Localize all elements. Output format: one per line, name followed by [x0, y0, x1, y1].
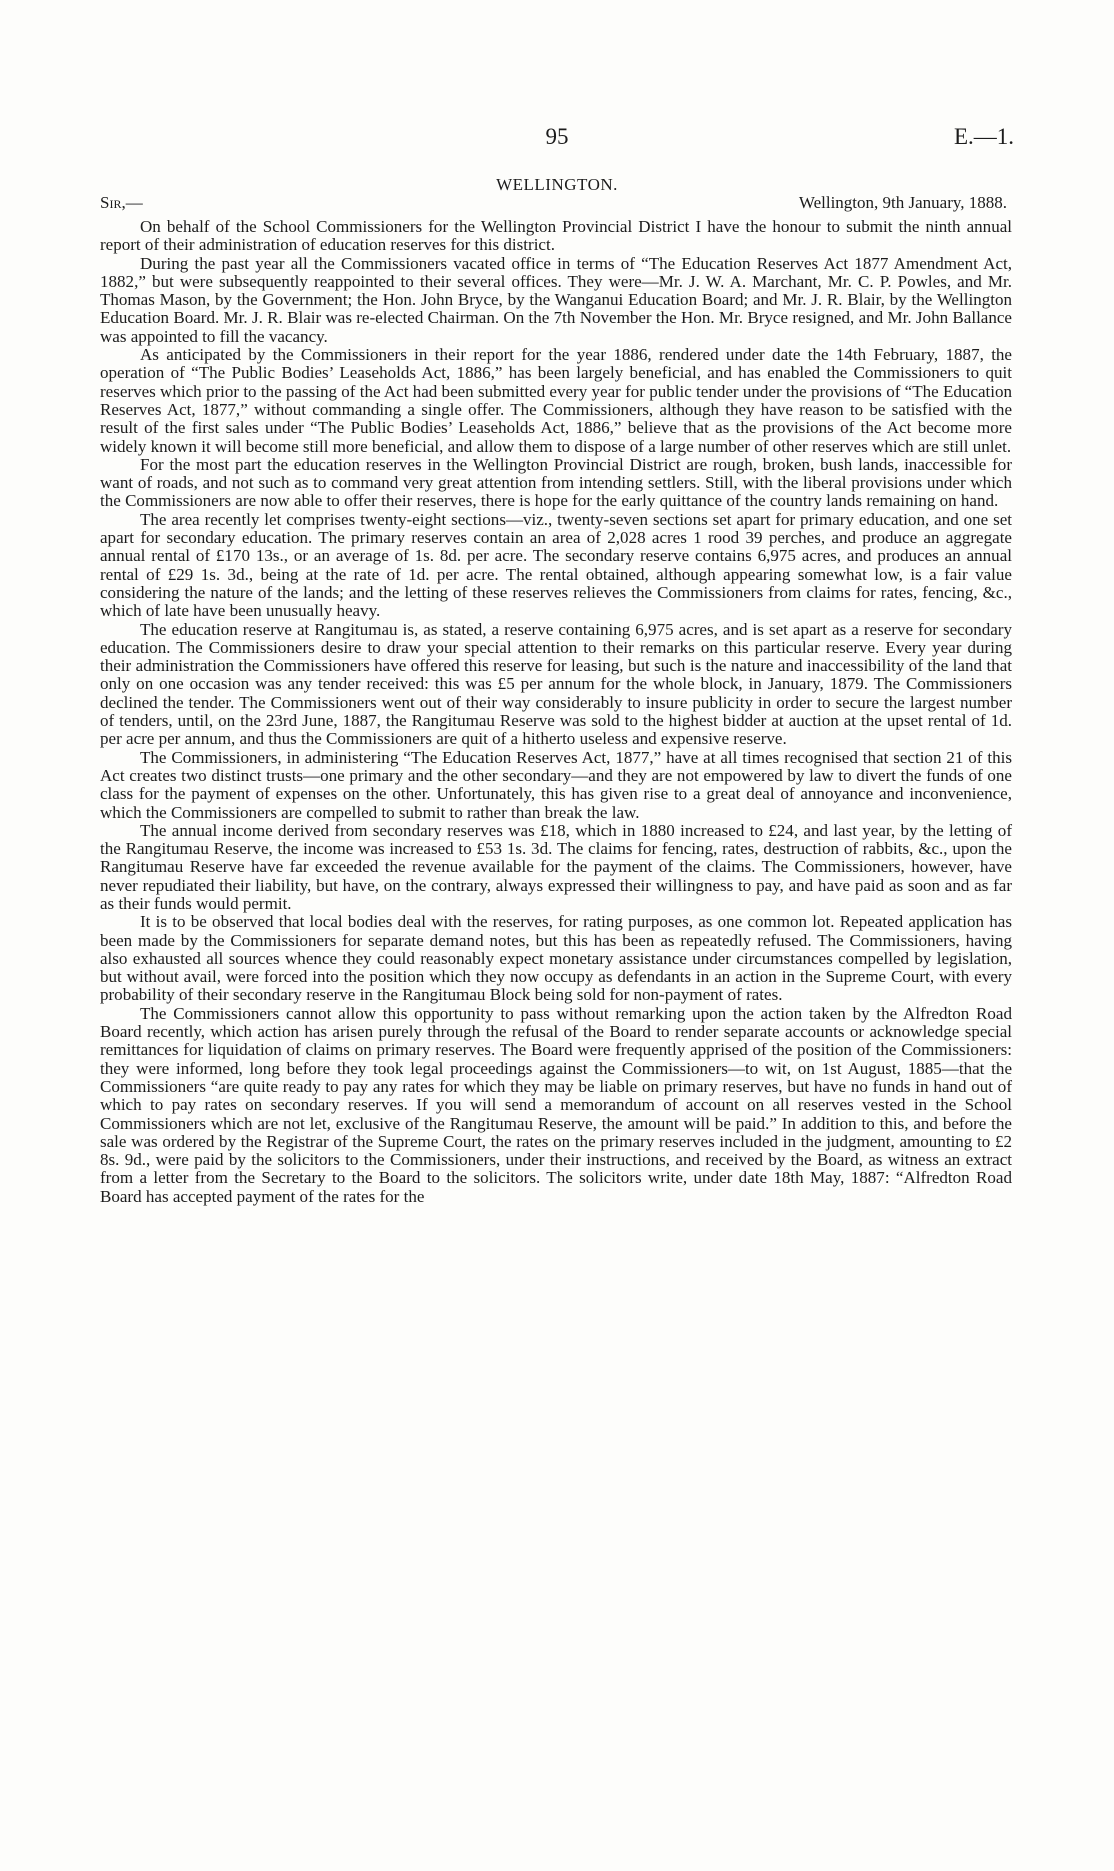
section-heading: WELLINGTON.	[496, 175, 618, 194]
paragraph: It is to be observed that local bodies deal with the reserves, for rating purposes, as one common lot. Repeated application has been made by the Commissioners for separate demand notes, but this has been as repeatedly refused. The Commissioners, having also exhausted all sources whence they could reasonably expect monetary assistance under circumstances compelled by legislation, but without avail, were forced into the position which they now occupy as defendants in an action in the Supreme Court, with every probability of their secondary reserve in the Rangitumau Block being sold for non-payment of rates.	[100, 912, 1012, 1005]
paragraph: The education reserve at Rangitumau is, as stated, a reserve containing 6,975 acres, and is set apart as a reserve for secondary education. The Commissioners desire to draw your special attention to their remarks on this particular reserve. Every year during their administration the Commissioners have offered this reserve for leasing, but such is the nature and inaccessibility of the land that only on one occasion was any tender received: this was £5 per annum for the whole block, in January, 1879. The Commissioners declined the tender. The Commissioners went out of their way considerably to insure publicity in order to secure the largest number of tenders, until, on the 23rd June, 1887, the Rangitumau Reserve was sold to the highest bidder at auction at the upset rental of 1d. per acre per annum, and thus the Commissioners are quit of a hitherto useless and expensive reserve.	[100, 619, 1012, 749]
page-number: 95	[545, 124, 569, 149]
paragraph: The area recently let comprises twenty-eight sections—viz., twenty-seven sections set apart for primary education, and one set apart for secondary education. The primary reserves contain an area of 2,028 acres 1 rood 39 perches, and produce an aggregate annual rental of £170 13s., or an average of 1s. 8d. per acre. The secondary reserve contains 6,975 acres, and produces an annual rental of £29 1s. 3d., being at the rate of 1d. per acre. The rental obtained, although appearing somewhat low, is a fair value considering the nature of the lands; and the letting of these reserves relieves the Commissioners from claims for rates, fencing, &c., which of late have been unusually heavy.	[100, 509, 1012, 621]
paragraph: The Commissioners, in administering “The Education Reserves Act, 1877,” have at all times recognised that section 21 of this Act creates two distinct trusts—one primary and the other secondary—and they are not empowered by law to divert the funds of one class for the payment of expenses on the other. Unfortunately, this has given rise to a great deal of annoyance and inconvenience, which the Commissioners are compelled to submit to rather than break the law.	[100, 747, 1012, 822]
paragraph: For the most part the education reserves in the Wellington Provincial District are rough, broken, bush lands, inaccessible for want of roads, and not such as to command very great attention from intending settlers. Still, with the liberal provisions under which the Commissioners are now able to offer their reserves, there is hope for the early quittance of the country lands remaining on hand.	[100, 454, 1012, 511]
paragraph: As anticipated by the Commissioners in their report for the year 1886, rendered under date the 14th February, 1887, the operation of “The Public Bodies’ Leaseholds Act, 1886,” has been largely beneficial, and has enabled the Commissioners to quit reserves which prior to the passing of the Act had been submitted every year for public tender under the provisions of “The Education Reserves Act, 1877,” without commanding a single offer. The Commissioners, although they have reason to be satisfied with the result of the first sales under “The Public Bodies’ Leaseholds Act, 1886,” believe that as the provisions of the Act become more widely known it will become still more beneficial, and allow them to dispose of a large number of other reserves which are still unlet.	[100, 345, 1012, 456]
paragraph: During the past year all the Commissioners vacated office in terms of “The Education Reserves Act 1877 Amendment Act, 1882,” but were subsequently reappointed to their several offices. They were—Mr. J. W. A. Marchant, Mr. C. P. Powles, and Mr. Thomas Mason, by the Government; the Hon. John Bryce, by the Wanganui Education Board; and Mr. J. R. Blair, by the Wellington Education Board. Mr. J. R. Blair was re-elected Chairman. On the 7th November the Hon. Mr. Bryce resigned, and Mr. John Ballance was appointed to fill the vacancy.	[100, 253, 1012, 346]
dateline: Wellington, 9th January, 1888.	[798, 193, 1007, 212]
paragraph: On behalf of the School Commissioners for the Wellington Provincial District I have the honour to submit the ninth annual report of their administration of education reserves for this district.	[100, 217, 1012, 255]
salutation: Sir,—	[100, 193, 143, 212]
letter-body	[100, 218, 1012, 1206]
paragraph: The Commissioners cannot allow this opportunity to pass without remarking upon the action taken by the Alfredton Road Board recently, which action has arisen purely through the refusal of the Board to render separate accounts or acknowledge special remittances for liquidation of claims on primary reserves. The Board were frequently apprised of the position of the Commissioners: they were informed, long before they took legal proceedings against the Commissioners—to wit, on 1st August, 1885—that the Commissioners “are quite ready to pay any rates for which they may be liable on primary reserves, but have no funds in hand out of which to pay rates on secondary reserves. If you will send a memorandum of account on all reserves vested in the School Commissioners which are not let, exclusive of the Rangitumau Reserve, the amount will be paid.” In addition to this, and before the sale was ordered by the Registrar of the Supreme Court, the rates on the primary reserves included in the judgment, amounting to £2 8s. 9d., were paid by the solicitors to the Commissioners, under their instructions, and received by the Board, as witness an extract from a letter from the Secretary to the Board to the solicitors. The solicitors write, under date 18th May, 1887: “Alfredton Road Board has accepted payment of the rates for the	[100, 1003, 1012, 1206]
document-code: E.—1.	[953, 124, 1014, 149]
paragraph: The annual income derived from secondary reserves was £18, which in 1880 increased to £24, and last year, by the letting of the Rangitumau Reserve, the income was increased to £53 1s. 3d. The claims for fencing, rates, destruction of rabbits, &c., upon the Rangitumau Reserve have far exceeded the revenue available for the payment of the claims. The Commissioners, however, have never repudiated their liability, but have, on the contrary, always expressed their willingness to pay, and have paid as soon and as far as their funds would permit.	[100, 820, 1012, 913]
